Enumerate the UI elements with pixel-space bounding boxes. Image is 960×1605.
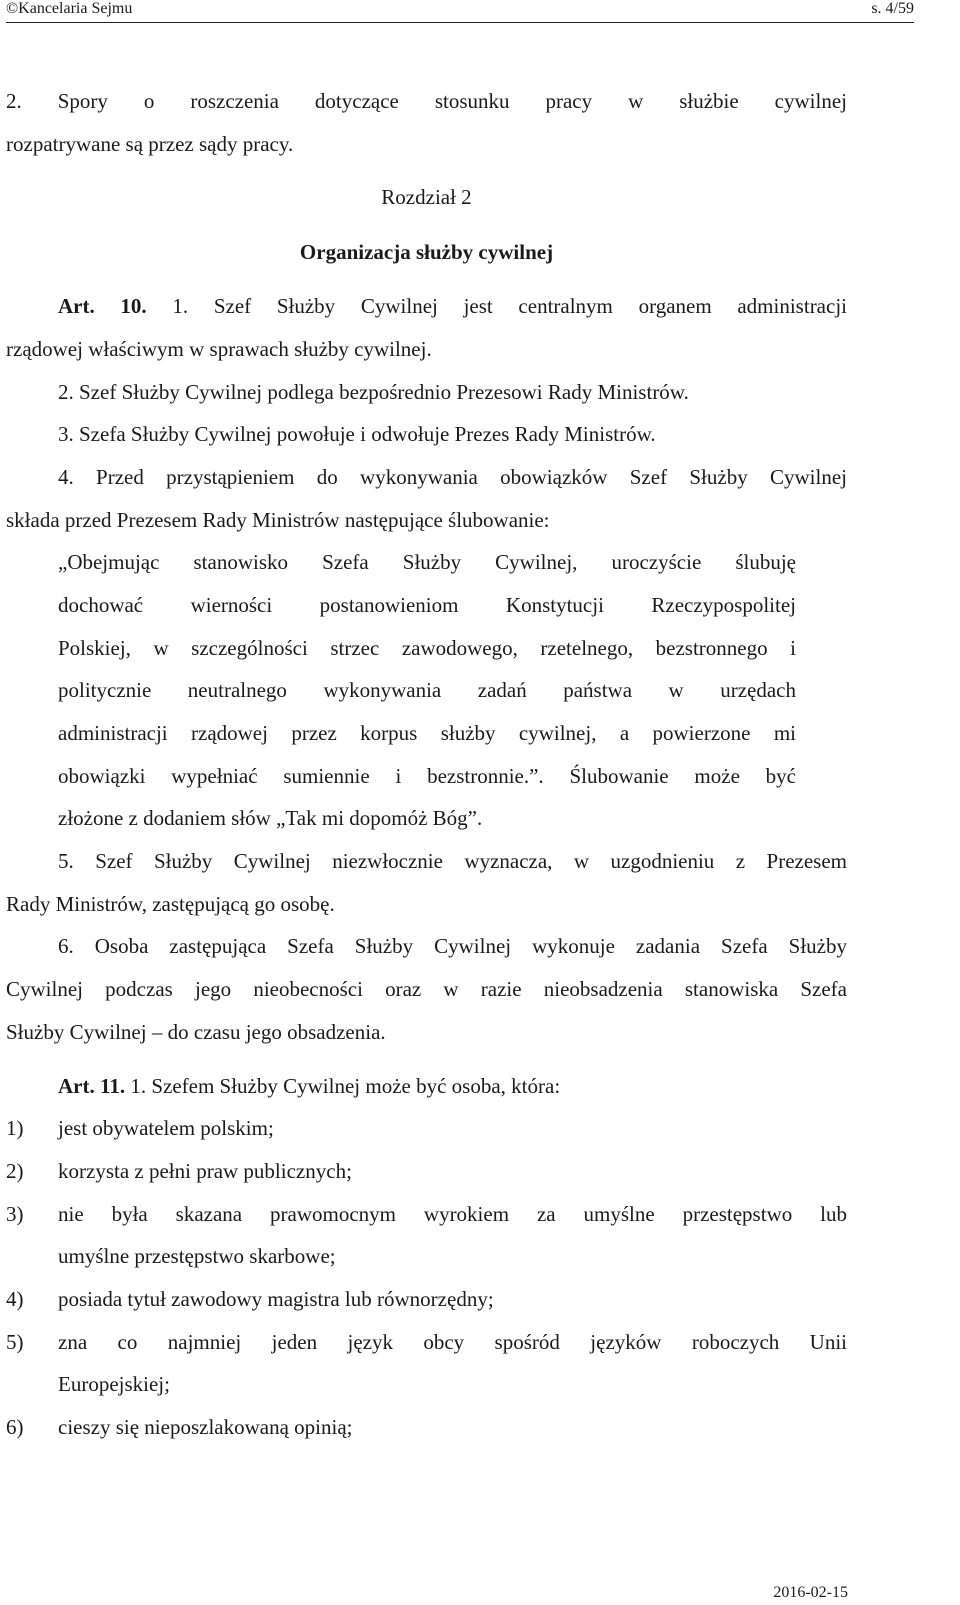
article-11-line: Art. 11. 1. Szefem Służby Cywilnej może być osoba, która:	[58, 1074, 561, 1098]
para-line: Rady Ministrów, zastępującą go osobę.	[6, 892, 335, 916]
list-item: zna co najmniej jeden język obcy spośród języków roboczych Unii	[58, 1330, 847, 1354]
list-item-continuation: Europejskiej;	[58, 1372, 170, 1396]
para-line: 2. Szef Służby Cywilnej podlega bezpośrednio Prezesowi Rady Ministrów.	[58, 380, 689, 404]
oath-line: obowiązki wypełniać sumiennie i bezstronnie.”. Ślubowanie może być	[58, 764, 796, 788]
article-number: Art. 11.	[58, 1074, 126, 1098]
article-number: Art. 10.	[58, 294, 147, 318]
list-item: cieszy się nieposzlakowaną opinią;	[58, 1415, 353, 1439]
para-line: 4. Przed przystąpieniem do wykonywania obowiązków Szef Służby Cywilnej	[58, 465, 847, 489]
para-line: rozpatrywane są przez sądy pracy.	[6, 132, 294, 156]
list-item: jest obywatelem polskim;	[58, 1116, 274, 1140]
article-10-line: Art. 10. 1. Szef Służby Cywilnej jest centralnym organem administracji	[58, 294, 847, 318]
list-number: 4)	[6, 1287, 24, 1311]
para-line: Służby Cywilnej – do czasu jego obsadzenia.	[6, 1020, 386, 1044]
footer-date: 2016-02-15	[773, 1584, 848, 1601]
chapter-title: Organizacja służby cywilnej	[299, 240, 554, 264]
oath-line: złożone z dodaniem słów „Tak mi dopomóż Bóg”.	[58, 806, 483, 830]
para-line: składa przed Prezesem Rady Ministrów następujące ślubowanie:	[6, 508, 550, 532]
para-line: rządowej właściwym w sprawach służby cywilnej.	[6, 337, 432, 361]
para-line: 5. Szef Służby Cywilnej niezwłocznie wyznacza, w uzgodnieniu z Prezesem	[58, 849, 847, 873]
header-copyright: ©Kancelaria Sejmu	[6, 0, 133, 17]
oath-line: politycznie neutralnego wykonywania zadań państwa w urzędach	[58, 678, 796, 702]
oath-line: „Obejmując stanowisko Szefa Służby Cywilnej, uroczyście ślubuję	[58, 550, 796, 574]
oath-line: Polskiej, w szczególności strzec zawodowego, rzetelnego, bezstronnego i	[58, 636, 796, 660]
list-item: nie była skazana prawomocnym wyrokiem za umyślne przestępstwo lub	[58, 1202, 847, 1226]
oath-line: dochować wierności postanowieniom Konstytucji Rzeczypospolitej	[58, 593, 796, 617]
list-number: 5)	[6, 1330, 24, 1354]
list-item-continuation: umyślne przestępstwo skarbowe;	[58, 1244, 336, 1268]
list-number: 1)	[6, 1116, 24, 1140]
list-item: posiada tytuł zawodowy magistra lub równorzędny;	[58, 1287, 494, 1311]
para-line: 2. Spory o roszczenia dotyczące stosunku pracy w służbie cywilnej	[6, 89, 847, 113]
para-line: 3. Szefa Służby Cywilnej powołuje i odwołuje Prezes Rady Ministrów.	[58, 422, 656, 446]
list-item: korzysta z pełni praw publicznych;	[58, 1159, 352, 1183]
list-number: 6)	[6, 1415, 24, 1439]
page-header	[6, 0, 914, 23]
para-line: 6. Osoba zastępująca Szefa Służby Cywilnej wykonuje zadania Szefa Służby	[58, 934, 847, 958]
chapter-number: Rozdział 2	[381, 185, 472, 209]
list-number: 2)	[6, 1159, 24, 1183]
para-line: Cywilnej podczas jego nieobecności oraz w razie nieobsadzenia stanowiska Szefa	[6, 977, 847, 1001]
oath-line: administracji rządowej przez korpus służby cywilnej, a powierzone mi	[58, 721, 796, 745]
list-number: 3)	[6, 1202, 24, 1226]
header-page-number: s. 4/59	[871, 0, 914, 17]
